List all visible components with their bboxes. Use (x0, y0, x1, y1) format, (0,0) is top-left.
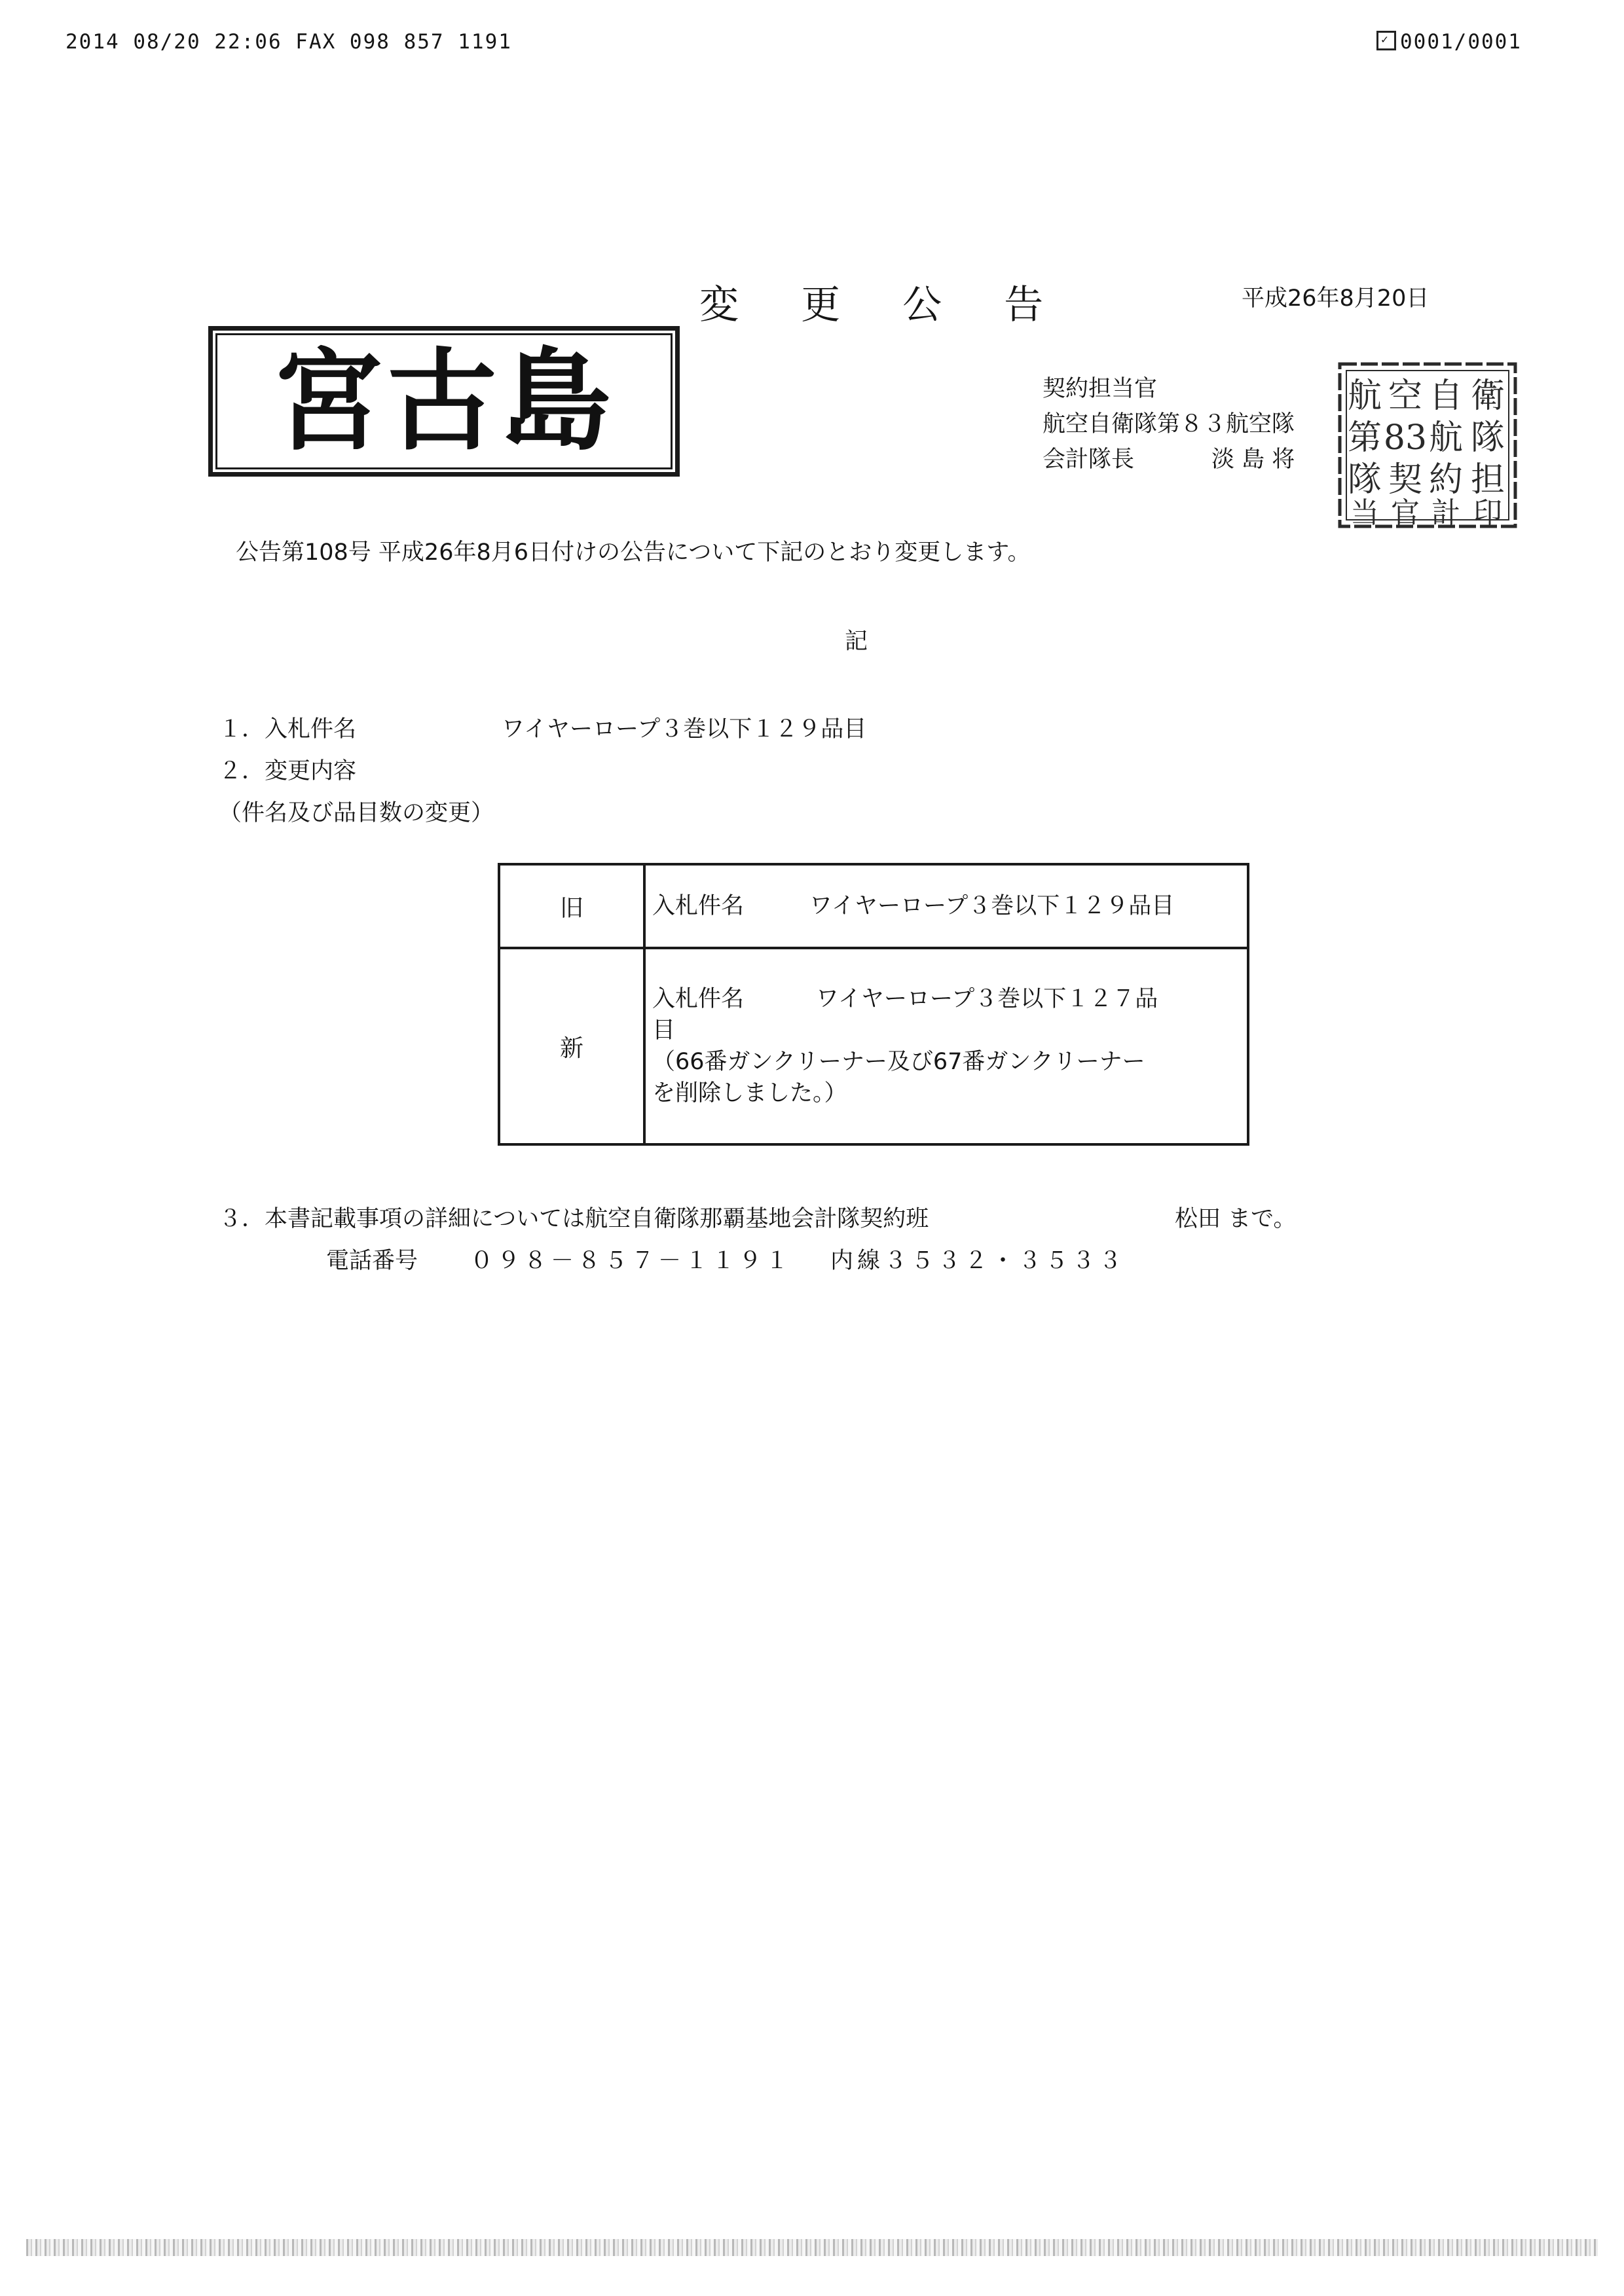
new-note-line2: を削除しました。） (652, 1080, 847, 1106)
fax-header: 2014 08/20 22:06 FAX 098 857 1191 (65, 30, 512, 54)
old-key: 入札件名 (652, 893, 745, 919)
contact-text: ３．本書記載事項の詳細については航空自衛隊那覇基地会計隊契約班 (219, 1206, 929, 1232)
svg-text:契: 契 (1388, 460, 1423, 500)
fax-checkbox-icon: ✓ (1376, 31, 1396, 50)
new-value-continued: 目 (652, 1017, 676, 1044)
svg-text:自: 自 (1428, 376, 1464, 416)
item2-label: ２．変更内容 (219, 758, 357, 784)
issuer-title: 契約担当官 (1043, 376, 1158, 402)
old-label: 旧 (499, 864, 644, 948)
old-content (644, 864, 1248, 948)
fax-page-number: ✓ 0001/0001 (1376, 30, 1522, 54)
svg-text:約: 約 (1428, 460, 1464, 500)
table-row-old (499, 864, 1248, 948)
new-note-line1: （66番ガンクリーナー及び67番ガンクリーナー (652, 1049, 1145, 1075)
svg-text:担: 担 (1470, 460, 1505, 500)
scan-artifact (26, 2239, 1598, 2256)
official-seal (1336, 360, 1519, 530)
page-title: 変 更 公 告 (699, 282, 1069, 328)
phone-label: 電話番号 (326, 1248, 418, 1274)
location-stamp (208, 326, 680, 477)
location-stamp-text: 宮古島 (273, 337, 615, 465)
svg-text:計: 計 (1431, 496, 1460, 530)
intro-text: 公告第108号 平成26年8月6日付けの公告について下記のとおり変更します。 (236, 539, 1031, 566)
svg-text:印: 印 (1473, 496, 1502, 530)
svg-text:航: 航 (1428, 418, 1464, 458)
svg-text:官: 官 (1391, 496, 1420, 530)
old-value: ワイヤーロープ３巻以下１２９品目 (809, 893, 1175, 919)
phone-number: ０９８－８５７－１１９１ (470, 1248, 793, 1274)
item1-label: １．入札件名 (219, 716, 357, 742)
svg-text:83: 83 (1383, 418, 1428, 458)
svg-text:空: 空 (1388, 376, 1423, 416)
ki-heading: 記 (845, 629, 868, 655)
issuer-role: 会計隊長 (1043, 446, 1135, 473)
item1-value: ワイヤーロープ３巻以下１２９品目 (502, 716, 867, 742)
svg-text:隊: 隊 (1470, 418, 1505, 458)
new-key: 入札件名 (652, 986, 745, 1012)
svg-text:当: 当 (1350, 496, 1379, 530)
issuer-name: 淡 島 将 (1211, 446, 1295, 473)
svg-text:第: 第 (1347, 418, 1382, 458)
issue-date: 平成26年8月20日 (1242, 285, 1430, 312)
svg-text:航: 航 (1347, 376, 1382, 416)
table-row-new (499, 948, 1248, 1144)
contact-person: 松田 まで。 (1175, 1206, 1297, 1232)
new-label: 新 (499, 948, 644, 1144)
change-table (498, 863, 1249, 1146)
new-value: ワイヤーロープ３巻以下１２７品 (816, 986, 1158, 1012)
issuer-unit: 航空自衛隊第８３航空隊 (1043, 411, 1295, 437)
item2-subtitle: （件名及び品目数の変更） (219, 800, 494, 826)
new-content (644, 948, 1248, 1144)
svg-text:衛: 衛 (1470, 376, 1505, 416)
phone-extension: 内線３５３２・３５３３ (830, 1248, 1126, 1274)
svg-text:隊: 隊 (1347, 460, 1382, 500)
